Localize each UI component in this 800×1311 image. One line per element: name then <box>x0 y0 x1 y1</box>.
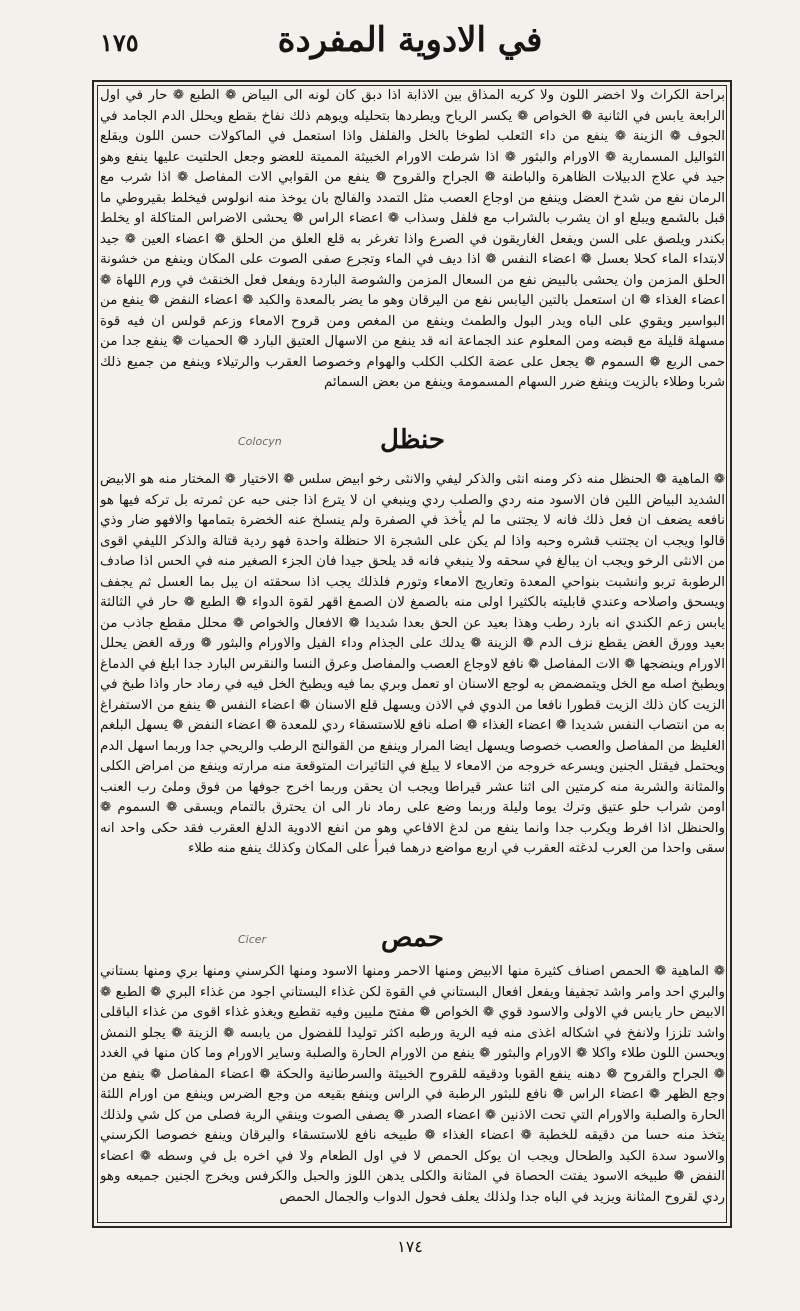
text-block-continuation <box>100 86 725 410</box>
running-header <box>90 20 730 80</box>
handwritten-margin-note: Cicer <box>238 933 267 946</box>
entry-title: حنظل <box>380 425 445 455</box>
entry-heading-hummus <box>100 923 725 959</box>
handwritten-margin-note: Colocyn <box>238 435 282 448</box>
folio-number: ١٧٤ <box>397 1237 423 1256</box>
paragraph: براحة الكراث ولا اخضر اللون ولا كريه المذاق بين الاذابة اذا دبق كان لونه الى البياض ❁ الطبع ❁ حار في اول الرابعة يابس في الثانية ❁ الخواص ❁ يكسر الرياح ويطردها بتحليله ويوهم ذلك نفاخ بقطع ويحلل الدم الجامد في الجوف ❁ الزينة ❁ ينفع من داء الثعلب لطوخا بالخل والفلفل واذا استعمل في الماكولات حسن اللون ويقلع الثواليل المسمارية ❁ الاورام والبثور ❁ اذا شرطت الاورام الخبيثة المميتة للعضو وجعل الحلتيت عليها ينفع وهو جيد في علاج الدبيلات الظاهرة والباطنة ❁ الجراح والقروح ❁ ينفع من القوابي الات المفاصل ❁ اذا شرب مع الرمان نفع من شدخ العضل وينفع من اوجاع العصب مثل التمدد والفالج بان يوخذ منه انولوس فيخلط بقيروطي ما قبل بالشمع ويبلع او ان يشرب بالشراب مع فلفل وسذاب ❁ اعضاء الراس ❁ يحشى الاضراس المتاكلة او يخلط بكندر ويلصق على السن ويفعل الغاريقون في الصرع واذا تغرغر به قلع العلق من الحلق ❁ اعضاء العين ❁ جيد لابتداء الماء كحلا بعسل ❁ اعضاء النفس ❁ اذا ديف في الماء وتجرع صفى الصوت على المكان وينفع من خشونة الحلق المزمن وان يحشى بالبيض نفع من السعال المزمن والشوصة الباردة ويفعل فعل الخنقث في ورم اللهاة ❁ اعضاء الغذاء ❁ ان استعمل بالتين اليابس نفع من اليرقان وهو ما يضر بالمعدة والكبد ❁ اعضاء النفض ❁ ينفع من البواسير ويقوي على الباه ويدر البول والطمث وينفع من المغص ومن قروح الامعاء وزعم قولس ان فيه قوة مسهلة قليلة مع قبضه ومن المعلوم عند الجماعة انه قد ينفع من الاسهال العتيق البارد ❁ الحميات ❁ ينفع جدا من حمى الربع ❁ السموم ❁ يجعل على عضة الكلب الكلب والهوام وخصوصا العقرب والرتيلاء وينفع من جميع ذلك شربا وطلاء بالزيت وينفع ضرر السهام المسمومة وينفع من بعض السمائم <box>100 88 725 390</box>
text-block-hummus <box>100 962 725 1214</box>
text-block-hanzal <box>100 470 725 922</box>
paragraph: ❁ الماهية ❁ الحمص اصناف كثيرة منها الابيض ومنها الاحمر ومنها الاسود ومنها الكرسني ومنها بري ومنها بستاني والبري احد وامر واشد تجفيفا ويفعل افعال البستاني في القوة لكن غذاء البستاني اجود من غذاء البري ❁ الطبع ❁ الابيض حار يابس في الاولى والاسود قوي ❁ الخواص ❁ مفتح مليين وفيه تقطيع ويغذو غذاء اقوى من غذاء الباقلى واشد تلززا ولانفخ في اشكاله اغذى منه فيه الرية ورطبه اكثر توليدا للفضول من يابسه ❁ الزينة ❁ يجلو النمش ويحسن اللون طلاء واكلا ❁ الاورام والبثور ❁ ينفع من الاورام الحارة والصلبة وساير الاورام وما كان منها في الغدد ❁ الجراح والقروح ❁ دهنه ينفع القوبا ودقيقه للقروح الخبيثة والسرطانية والحكة ❁ اعضاء المفاصل ❁ ينفع من وجع الظهر ❁ اعضاء الراس ❁ نافع للبثور الرطبة في الراس وينفع بقيعه من وجع الضرس وينفع من اورام اللثة الحارة والصلبة والاورام التي تحت الاذنين ❁ اعضاء الصدر ❁ يصفى الصوت وينقي الرية فصلى من كل شي ولذلك يتخذ منه حسا من دقيقه للخطبة ❁ اعضاء الغذاء ❁ طبيخه نافع للاستسقاء واليرقان وينفع خصوصا الكرسني والاسود سدة الكبد والطحال ويجب ان يوكل الحمص لا في اول الطعام ولا في اخره بل في وسطه ❁ اعضاء النفض ❁ طبيخه الاسود يفتت الحصاة في المثانة والكلى يدهن اللوز والحبل والكرفس ويخرج الجنين جميعه وهو ردي لقروح المثانة ويزيد في الباه جدا ولذلك يعلف فحول الدواب والجمال الحمص <box>100 964 725 1205</box>
paragraph: ❁ الماهية ❁ الحنظل منه ذكر ومنه انثى والذكر ليفي والانثى رخو ابيض سلس ❁ الاختيار ❁ المختار منه هو الابيض الشديد البياض اللين فان الاسود منه ردي والصلب ردي وينبغي ان لا يترع اذا جنى حبه عن ثمرته بل تركه فيها هو نافعه يضعف ان فعل ذلك فانه لا يجتنى ما لم يأخذ في الصفرة ولم ينسلخ عنه الخضرة بتمامها والافهو ضار وذي قالوا ويجب ان يجتنب قشره وحبه واذا لم يكن على الشجرة الا حنظلة واحدة فهو ردية قتالة والذكر الليفي اقوى من الانثى الرخو ويجب ان يبالغ في سحقه ولا ينبغي فانه قد يلحق جيدا فان الجزء الصغير منه في الحس اذا صادف الرطوبة تربو وانشبت بنواحي المعدة وتعاريج الامعاء وتورم فلذلك يجب اذا سحقته ان يبل بما العسل ثم يجفف ويسحق واصلاحه وعندي قابليته بالكثيرا اولى منه بالصمغ لان الصمغ اقهر لقوة الدواء ❁ الطبع ❁ حار في الثالثة يابس زعم الكندي انه بارد رطب وهذا بعيد عن الحق بعدا شديدا ❁ الافعال والخواص ❁ محلل مقطع جاذب من بعيد وورق الغض يقطع نزف الدم ❁ الزينة ❁ يدلك على الجذام وداء الفيل والاورام والبثور ❁ ورقه الغض يحلل الاورام وينضجها ❁ الات المفاصل ❁ نافع لاوجاع العصب والمفاصل وعرق النسا والنقرس البارد جدا ابلغ في الدماغ ويطبخ اصله مع الخل ويتمضمض به لوجع الاسنان او تعمل وبري بما فيه ويطبخ الخل فيه في رماد حار واذا طبخ في الزيت كان ذلك الزيت قطورا نافعا من الدوي في الاذن ويسهل قلع الاسنان ❁ اعضاء النفس ❁ ينفع من الاستفراغ به من انتصاب النفس شديدا ❁ اعضاء الغذاء ❁ اصله نافع للاستسقاء ردي للمعدة ❁ اعضاء النفض ❁ يسهل البلغم الغليظ من المفاصل والعصب خصوصا ويسهل ايضا المرار وينفع من القوالنج الرطب والريحي جدا وربما اسهل الدم ويحتمل فيقتل الجنين ويسرعه خروجه من الامعاء لا يبلغ في التاثيرات المتوقعة منه مرارته وينفع من امراض الكلى والمثانة والشربة منه كرمتين الى اثنا عشر قيراطا ويجب ان يحقن وربما اخرج جوفها من فوق وملئ رب العنب اومن شراب حلو عتيق وترك يوما وليلة وربما وضع على رماد نار الى ان يحترق بالتمام ويسقى ❁ السموم ❁ والحنظل اذا افرط ويكرب جدا وانما ينفع من لدغ الافاعي وهو من انفع الادوية الدلغ العقرب فقد حكى واحد انه سقى واحدا من العرب لدغته العقرب في اربع مواضع درهما فبرأ على المكان وكذلك ينفع منه طلاء <box>100 472 725 856</box>
entry-title: حمص <box>381 923 444 953</box>
entry-heading-hanzal <box>100 425 725 461</box>
running-title: في الادوية المفردة <box>277 20 543 60</box>
page-number: ١٧٥ <box>100 28 139 57</box>
